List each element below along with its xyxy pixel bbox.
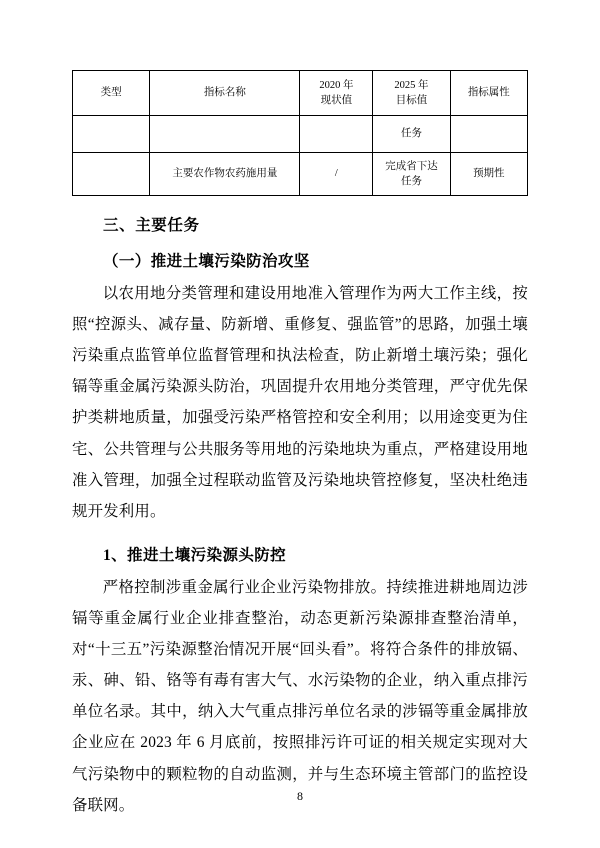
- cell-target: [373, 153, 450, 196]
- section-title: 三、主要任务: [103, 217, 200, 234]
- cell-attribute: [450, 116, 527, 153]
- paragraph-1: 以农用地分类管理和建设用地准入管理作为两大工作主线，按照“控源头、减存量、防新增、重修复、强监管”的思路，加强土壤污染重点监管单位监督管理和执法检查，防止新增土壤污染；强化镉等重金属污染源头防治，巩固提升农用地分类管理，严守优先保护类耕地质量，加强受污染严格管控和安全利用；以用途变更为住宅、公共管理与公共服务等用地的污染地块为重点，严格建设用地准入管理，加强全过程联动监管及污染地块管控修复，坚决杜绝违规开发利用。: [72, 285, 528, 520]
- paragraph-2: 严格控制涉重金属行业企业污染物排放。持续推进耕地周边涉镉等重金属行业企业排查整治，动态更新污染源排查整治清单，对“十三五”污染源整治情况开展“回头看”。将符合条件的排放镉、汞、砷、铅、铬等有毒有害大气、水污染物的企业，纳入重点排污单位名录。其中，纳入大气重点排污单位名录的涉镉等重金属排放企业应在 2023 年 6 月底前，按照排污许可证的相关规定实现对大气污染物中的颗粒物的自动监测，并与生态环境主管部门的监控设备联网。: [72, 578, 528, 814]
- cell-current: /: [300, 153, 373, 196]
- cell-name: [150, 116, 300, 153]
- table-row: [73, 153, 528, 196]
- page-number: 8: [297, 789, 303, 803]
- table-header-current-line1: 2020 年: [319, 79, 354, 91]
- cell-target-line2: 任务: [400, 176, 422, 187]
- cell-target-line1: 完成省下达: [385, 160, 438, 172]
- table-header-current: [300, 71, 373, 116]
- table-header-row: [73, 71, 528, 116]
- subsection-title: （一）推进土壤污染防治攻坚: [103, 253, 310, 270]
- cell-type: [73, 153, 150, 196]
- table-header-target: [373, 71, 450, 116]
- indicator-table: [72, 70, 528, 196]
- cell-name: 主要农作物农药施用量: [150, 153, 300, 196]
- table-header-attribute: 指标属性: [450, 71, 527, 116]
- table-header-current-line2: 现状值: [320, 95, 353, 106]
- table-header-type: 类型: [73, 71, 150, 116]
- cell-target: 任务: [373, 116, 450, 153]
- cell-current: [300, 116, 373, 153]
- table-header-target-line1: 2025 年: [394, 79, 429, 91]
- cell-attribute: 预期性: [450, 153, 527, 196]
- cell-type: [73, 116, 150, 153]
- item-title: 1、推进土壤污染源头防控: [103, 546, 287, 564]
- table-header-target-line2: 目标值: [395, 95, 428, 106]
- table-row: [73, 116, 528, 153]
- table-header-name: 指标名称: [150, 71, 300, 116]
